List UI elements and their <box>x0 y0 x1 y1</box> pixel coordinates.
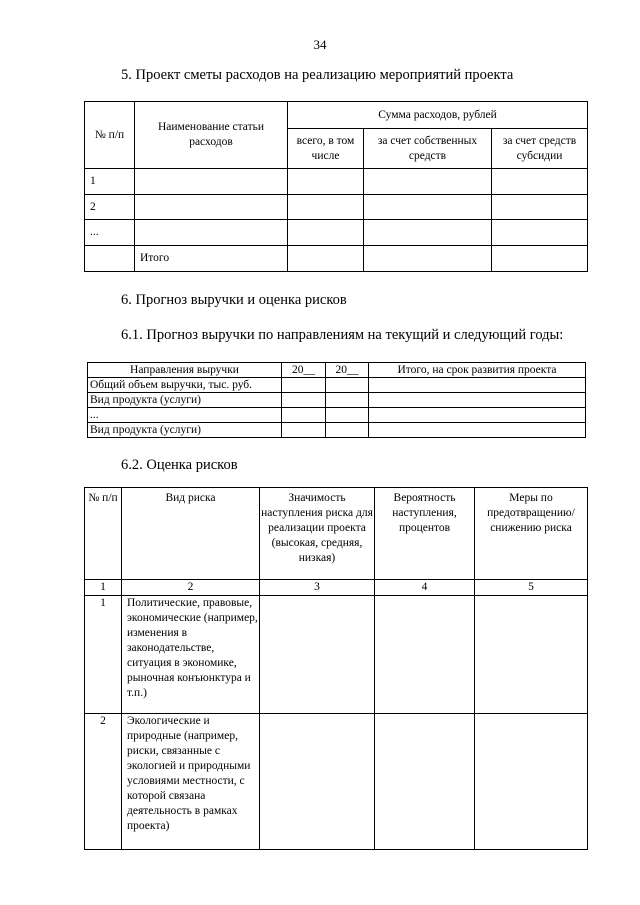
table-row <box>88 423 586 438</box>
table-row <box>85 714 588 850</box>
expense-estimate-table <box>84 101 588 272</box>
total-row <box>85 246 588 272</box>
row-num: ... <box>85 220 135 246</box>
section-6-2-title: 6.2. Оценка рисков <box>121 457 238 473</box>
row-label: Общий объем выручки, тыс. руб. <box>88 378 282 393</box>
header-num: № п/п <box>85 488 122 580</box>
header-own-funds: за счет собственных средств <box>364 129 492 169</box>
row-num: 2 <box>85 195 135 220</box>
risk-description: Экологические и природные (например, риски, связанные с экологией и природными условиями местности, с которой связана деятельность в рамках проекта) <box>122 714 260 850</box>
header-significance: Значимость наступления риска для реализации проекта (высокая, средняя, низкая) <box>260 488 375 580</box>
risk-num: 2 <box>85 714 122 850</box>
table-row <box>88 393 586 408</box>
col-number: 2 <box>122 580 260 596</box>
header-total: всего, в том числе <box>288 129 364 169</box>
col-number: 1 <box>85 580 122 596</box>
row-label: Вид продукта (услуги) <box>88 423 282 438</box>
section-6-1-title: 6.1. Прогноз выручки по направлениям на текущий и следующий годы: <box>121 327 564 343</box>
row-label: Вид продукта (услуги) <box>88 393 282 408</box>
col-number: 4 <box>375 580 475 596</box>
header-total-period: Итого, на срок развития проекта <box>369 363 586 378</box>
row-num <box>85 246 135 272</box>
table-row <box>85 169 588 195</box>
section-5-title: 5. Проект сметы расходов на реализацию мероприятий проекта <box>121 67 514 83</box>
risk-description: Политические, правовые, экономические (например, изменения в законодательстве, ситуация в экономике, рыночная конъюнктура и т.п.) <box>122 596 260 714</box>
table-row <box>88 408 586 423</box>
risk-assessment-table <box>84 487 588 850</box>
total-label: Итого <box>135 246 288 272</box>
table-row <box>85 596 588 714</box>
header-num: № п/п <box>85 102 135 169</box>
column-numbers-row <box>85 580 588 596</box>
header-probability: Вероятность наступления, процентов <box>375 488 475 580</box>
header-expense-name: Наименование статьи расходов <box>135 102 288 169</box>
risk-num: 1 <box>85 596 122 714</box>
header-year-2: 20__ <box>326 363 369 378</box>
table-row <box>85 195 588 220</box>
header-year-1: 20__ <box>282 363 326 378</box>
row-label: ... <box>88 408 282 423</box>
revenue-forecast-table <box>87 362 586 438</box>
header-sum-group: Сумма расходов, рублей <box>288 102 588 129</box>
header-subsidy-funds: за счет средств субсидии <box>492 129 588 169</box>
header-direction: Направления выручки <box>88 363 282 378</box>
table-row <box>85 220 588 246</box>
section-6-title: 6. Прогноз выручки и оценка рисков <box>121 292 347 308</box>
col-number: 5 <box>475 580 588 596</box>
col-number: 3 <box>260 580 375 596</box>
table-row <box>88 378 586 393</box>
header-measures: Меры по предотвращению/ снижению риска <box>475 488 588 580</box>
header-risk-type: Вид риска <box>122 488 260 580</box>
page-number: 34 <box>313 37 327 52</box>
row-num: 1 <box>85 169 135 195</box>
